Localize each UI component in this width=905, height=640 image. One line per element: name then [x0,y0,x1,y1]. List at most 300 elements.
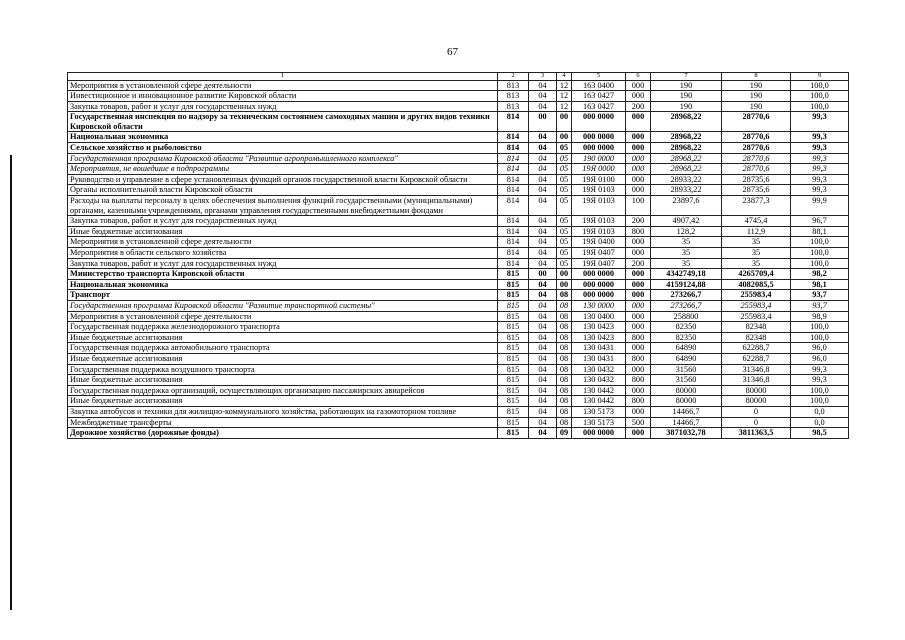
planned-amount: 14466,7 [651,417,722,428]
planned-amount: 4907,42 [651,216,722,227]
executed-amount: 28770,6 [722,112,791,132]
section-code: 04 [529,364,557,375]
row-name: Мероприятия, не вошедшие в подпрограммы [68,164,498,175]
subsection-code: 12 [557,101,572,112]
planned-amount: 28933,22 [651,185,722,196]
expense-type-code: 000 [626,279,651,290]
section-code: 04 [529,174,557,185]
target-article-code: 000 0000 [572,132,626,143]
ministry-code: 814 [498,237,529,248]
section-code: 04 [529,248,557,259]
ministry-code: 815 [498,385,529,396]
page-number: 67 [447,46,458,58]
target-article-code: 163 0427 [572,101,626,112]
expense-type-code: 000 [626,364,651,375]
table-row [68,164,849,175]
target-article-code: 19Я 0103 [572,216,626,227]
column-number: 6 [626,73,651,81]
expense-type-code: 000 [626,112,651,132]
subsection-code: 08 [557,353,572,364]
planned-amount: 14466,7 [651,406,722,417]
row-name: Государственная инспекция по надзору за техническим состоянием самоходных машин и других видов техники Кировской области [68,112,498,132]
ministry-code: 814 [498,143,529,154]
planned-amount: 64890 [651,343,722,354]
section-code: 04 [529,279,557,290]
expense-type-code: 200 [626,101,651,112]
table-row [68,396,849,407]
ministry-code: 815 [498,279,529,290]
planned-amount: 4159124,88 [651,279,722,290]
section-code: 04 [529,311,557,322]
row-name: Иные бюджетные ассигнования [68,332,498,343]
ministry-code: 815 [498,332,529,343]
planned-amount: 273266,7 [651,290,722,301]
executed-amount: 35 [722,237,791,248]
executed-amount: 28770,6 [722,153,791,164]
executed-amount: 28770,6 [722,132,791,143]
executed-amount: 3811363,5 [722,428,791,439]
ministry-code: 814 [498,112,529,132]
row-name: Закупка товаров, работ и услуг для государственных нужд [68,258,498,269]
section-code: 04 [529,300,557,311]
execution-percent: 100,0 [791,258,849,269]
section-code: 04 [529,385,557,396]
section-code: 04 [529,91,557,102]
target-article-code: 000 0000 [572,112,626,132]
planned-amount: 190 [651,80,722,91]
row-name: Межбюджетные трансферты [68,417,498,428]
target-article-code: 130 0432 [572,364,626,375]
subsection-code: 05 [557,216,572,227]
subsection-code: 08 [557,364,572,375]
section-code: 04 [529,322,557,333]
subsection-code: 08 [557,300,572,311]
subsection-code: 12 [557,91,572,102]
expense-type-code: 000 [626,290,651,301]
ministry-code: 815 [498,300,529,311]
table-row [68,311,849,322]
column-number-row [68,73,849,81]
executed-amount: 190 [722,101,791,112]
target-article-code: 19Я 0103 [572,226,626,237]
executed-amount: 190 [722,91,791,102]
ministry-code: 814 [498,216,529,227]
subsection-code: 05 [557,185,572,196]
target-article-code: 000 0000 [572,143,626,154]
budget-table [67,72,849,439]
executed-amount: 31346,8 [722,364,791,375]
row-name: Министерство транспорта Кировской области [68,269,498,280]
executed-amount: 255983,4 [722,311,791,322]
section-code: 04 [529,396,557,407]
execution-percent: 100,0 [791,91,849,102]
row-name: Мероприятия в установленной сфере деятельности [68,80,498,91]
ministry-code: 813 [498,101,529,112]
planned-amount: 64890 [651,353,722,364]
execution-percent: 93,7 [791,290,849,301]
ministry-code: 815 [498,353,529,364]
expense-type-code: 000 [626,80,651,91]
execution-percent: 98,2 [791,269,849,280]
execution-percent: 96,0 [791,353,849,364]
target-article-code: 163 0400 [572,80,626,91]
planned-amount: 31560 [651,375,722,386]
planned-amount: 80000 [651,396,722,407]
row-name: Иные бюджетные ассигнования [68,396,498,407]
executed-amount: 0 [722,417,791,428]
subsection-code: 00 [557,269,572,280]
section-code: 04 [529,258,557,269]
executed-amount: 112,9 [722,226,791,237]
planned-amount: 4342749,18 [651,269,722,280]
section-code: 04 [529,343,557,354]
page-margin-rule [10,155,12,610]
section-code: 00 [529,112,557,132]
execution-percent: 100,0 [791,385,849,396]
table-row [68,364,849,375]
section-code: 04 [529,185,557,196]
subsection-code: 08 [557,417,572,428]
subsection-code: 05 [557,143,572,154]
table-row [68,258,849,269]
execution-percent: 0,0 [791,406,849,417]
subsection-code: 05 [557,153,572,164]
row-name: Государственная поддержка автомобильного транспорта [68,343,498,354]
expense-type-code: 500 [626,417,651,428]
subsection-code: 12 [557,80,572,91]
row-name: Сельское хозяйство и рыболовство [68,143,498,154]
expense-type-code: 000 [626,322,651,333]
row-name: Транспорт [68,290,498,301]
target-article-code: 130 0400 [572,311,626,322]
executed-amount: 28735,6 [722,185,791,196]
column-number: 5 [572,73,626,81]
ministry-code: 814 [498,196,529,216]
subsection-code: 09 [557,428,572,439]
target-article-code: 000 0000 [572,269,626,280]
table-row [68,375,849,386]
executed-amount: 31346,8 [722,375,791,386]
expense-type-code: 100 [626,196,651,216]
section-code: 04 [529,375,557,386]
execution-percent: 99,3 [791,132,849,143]
table-row [68,153,849,164]
ministry-code: 815 [498,290,529,301]
execution-percent: 0,0 [791,417,849,428]
execution-percent: 100,0 [791,101,849,112]
section-code: 04 [529,290,557,301]
execution-percent: 100,0 [791,322,849,333]
subsection-code: 05 [557,174,572,185]
expense-type-code: 000 [626,406,651,417]
executed-amount: 4082085,5 [722,279,791,290]
table-row [68,353,849,364]
expense-type-code: 200 [626,258,651,269]
planned-amount: 35 [651,248,722,259]
ministry-code: 814 [498,258,529,269]
expense-type-code: 000 [626,248,651,259]
executed-amount: 23877,3 [722,196,791,216]
target-article-code: 19Я 0103 [572,185,626,196]
table-row [68,216,849,227]
table-row [68,322,849,333]
execution-percent: 96,7 [791,216,849,227]
table-row [68,332,849,343]
subsection-code: 05 [557,248,572,259]
row-name: Мероприятия в области сельского хозяйства [68,248,498,259]
executed-amount: 0 [722,406,791,417]
ministry-code: 813 [498,91,529,102]
expense-type-code: 800 [626,353,651,364]
ministry-code: 815 [498,311,529,322]
executed-amount: 4745,4 [722,216,791,227]
execution-percent: 99,3 [791,364,849,375]
row-name: Закупка автобусов и техники для жилищно-коммунального хозяйства, работающих на газомоторном топливе [68,406,498,417]
column-number: 1 [68,73,498,81]
section-code: 00 [529,269,557,280]
target-article-code: 000 0000 [572,279,626,290]
planned-amount: 273266,7 [651,300,722,311]
planned-amount: 35 [651,237,722,248]
table-row [68,343,849,354]
table-row [68,300,849,311]
target-article-code: 130 5173 [572,417,626,428]
executed-amount: 82348 [722,322,791,333]
execution-percent: 100,0 [791,237,849,248]
table-row [68,290,849,301]
expense-type-code: 000 [626,153,651,164]
execution-percent: 96,0 [791,343,849,354]
column-number: 4 [557,73,572,81]
expense-type-code: 800 [626,375,651,386]
executed-amount: 80000 [722,385,791,396]
execution-percent: 98,9 [791,311,849,322]
subsection-code: 05 [557,237,572,248]
column-number: 3 [529,73,557,81]
section-code: 04 [529,196,557,216]
ministry-code: 814 [498,164,529,175]
ministry-code: 815 [498,269,529,280]
row-name: Инвестиционное и инновационное развитие Кировской области [68,91,498,102]
ministry-code: 814 [498,185,529,196]
executed-amount: 82348 [722,332,791,343]
execution-percent: 99,3 [791,375,849,386]
section-code: 04 [529,164,557,175]
section-code: 04 [529,216,557,227]
column-number: 7 [651,73,722,81]
section-code: 04 [529,428,557,439]
subsection-code: 05 [557,226,572,237]
planned-amount: 31560 [651,364,722,375]
execution-percent: 99,3 [791,185,849,196]
row-name: Расходы на выплаты персоналу в целях обеспечения выполнения функций государственными (муниципальными) органами, казенными учреждениями, органами управления государственными внебюджетными фондами [68,196,498,216]
target-article-code: 190 0000 [572,153,626,164]
row-name: Мероприятия в установленной сфере деятельности [68,237,498,248]
subsection-code: 05 [557,196,572,216]
row-name: Закупка товаров, работ и услуг для государственных нужд [68,101,498,112]
section-code: 04 [529,153,557,164]
target-article-code: 19Я 0100 [572,174,626,185]
planned-amount: 28968,22 [651,153,722,164]
executed-amount: 62288,7 [722,353,791,364]
table-row [68,406,849,417]
execution-percent: 98,5 [791,428,849,439]
expense-type-code: 800 [626,226,651,237]
table-row [68,226,849,237]
subsection-code: 08 [557,311,572,322]
planned-amount: 128,2 [651,226,722,237]
subsection-code: 00 [557,112,572,132]
section-code: 04 [529,80,557,91]
table-row [68,269,849,280]
table-row [68,196,849,216]
planned-amount: 190 [651,101,722,112]
executed-amount: 4265709,4 [722,269,791,280]
table-row [68,237,849,248]
execution-percent: 99,3 [791,112,849,132]
table-body [68,73,849,439]
executed-amount: 255983,4 [722,300,791,311]
execution-percent: 98,1 [791,279,849,290]
executed-amount: 35 [722,258,791,269]
target-article-code: 19Я 0407 [572,248,626,259]
section-code: 04 [529,406,557,417]
section-code: 04 [529,101,557,112]
table-row [68,80,849,91]
execution-percent: 99,3 [791,174,849,185]
row-name: Государственная программа Кировской области "Развитие агропромышленного комплекса" [68,153,498,164]
expense-type-code: 000 [626,91,651,102]
expense-type-code: 000 [626,143,651,154]
expense-type-code: 000 [626,164,651,175]
execution-percent: 88,1 [791,226,849,237]
table-row [68,385,849,396]
section-code: 04 [529,143,557,154]
table-row [68,174,849,185]
expense-type-code: 000 [626,269,651,280]
ministry-code: 814 [498,153,529,164]
ministry-code: 815 [498,417,529,428]
execution-percent: 99,3 [791,153,849,164]
subsection-code: 08 [557,322,572,333]
row-name: Государственная программа Кировской области "Развитие транспортной системы" [68,300,498,311]
section-code: 04 [529,332,557,343]
subsection-code: 08 [557,343,572,354]
column-number: 2 [498,73,529,81]
executed-amount: 80000 [722,396,791,407]
planned-amount: 28968,22 [651,164,722,175]
planned-amount: 28968,22 [651,143,722,154]
subsection-code: 08 [557,385,572,396]
subsection-code: 08 [557,290,572,301]
ministry-code: 815 [498,343,529,354]
execution-percent: 93,7 [791,300,849,311]
planned-amount: 82350 [651,332,722,343]
section-code: 04 [529,226,557,237]
planned-amount: 28968,22 [651,132,722,143]
executed-amount: 62288,7 [722,343,791,354]
execution-percent: 99,3 [791,164,849,175]
column-number: 9 [791,73,849,81]
row-name: Дорожное хозяйство (дорожные фонды) [68,428,498,439]
execution-percent: 100,0 [791,396,849,407]
target-article-code: 19Я 0407 [572,258,626,269]
expense-type-code: 000 [626,237,651,248]
ministry-code: 815 [498,364,529,375]
table-row [68,143,849,154]
target-article-code: 130 5173 [572,406,626,417]
target-article-code: 130 0423 [572,322,626,333]
ministry-code: 814 [498,248,529,259]
expense-type-code: 000 [626,385,651,396]
table-row [68,417,849,428]
planned-amount: 28968,22 [651,112,722,132]
subsection-code: 08 [557,406,572,417]
target-article-code: 130 0431 [572,343,626,354]
table-row [68,132,849,143]
target-article-code: 19Я 0103 [572,196,626,216]
planned-amount: 28933,22 [651,174,722,185]
expense-type-code: 000 [626,185,651,196]
target-article-code: 130 0000 [572,300,626,311]
table-row [68,428,849,439]
row-name: Мероприятия в установленной сфере деятельности [68,311,498,322]
subsection-code: 05 [557,258,572,269]
planned-amount: 80000 [651,385,722,396]
row-name: Национальная экономика [68,132,498,143]
row-name: Государственная поддержка воздушного транспорта [68,364,498,375]
target-article-code: 19Я 0000 [572,164,626,175]
section-code: 04 [529,132,557,143]
execution-percent: 100,0 [791,332,849,343]
row-name: Иные бюджетные ассигнования [68,375,498,386]
section-code: 04 [529,353,557,364]
executed-amount: 35 [722,248,791,259]
row-name: Иные бюджетные ассигнования [68,226,498,237]
ministry-code: 815 [498,322,529,333]
target-article-code: 130 0442 [572,385,626,396]
row-name: Государственная поддержка организаций, осуществляющих организацию пассажирских авиарейсов [68,385,498,396]
subsection-code: 08 [557,375,572,386]
target-article-code: 19Я 0400 [572,237,626,248]
subsection-code: 00 [557,279,572,290]
planned-amount: 82350 [651,322,722,333]
row-name: Закупка товаров, работ и услуг для государственных нужд [68,216,498,227]
executed-amount: 28735,6 [722,174,791,185]
target-article-code: 130 0432 [572,375,626,386]
expense-type-code: 800 [626,332,651,343]
planned-amount: 23897,6 [651,196,722,216]
ministry-code: 814 [498,174,529,185]
expense-type-code: 000 [626,343,651,354]
section-code: 04 [529,237,557,248]
executed-amount: 255983,4 [722,290,791,301]
target-article-code: 130 0423 [572,332,626,343]
subsection-code: 00 [557,132,572,143]
ministry-code: 814 [498,226,529,237]
table-row [68,91,849,102]
target-article-code: 000 0000 [572,290,626,301]
row-name: Руководство и управление в сфере установленных функций органов государственной власти Кировской области [68,174,498,185]
expense-type-code: 200 [626,216,651,227]
execution-percent: 99,3 [791,143,849,154]
ministry-code: 814 [498,132,529,143]
executed-amount: 28770,6 [722,143,791,154]
expense-type-code: 800 [626,396,651,407]
subsection-code: 08 [557,396,572,407]
row-name: Национальная экономика [68,279,498,290]
execution-percent: 100,0 [791,248,849,259]
